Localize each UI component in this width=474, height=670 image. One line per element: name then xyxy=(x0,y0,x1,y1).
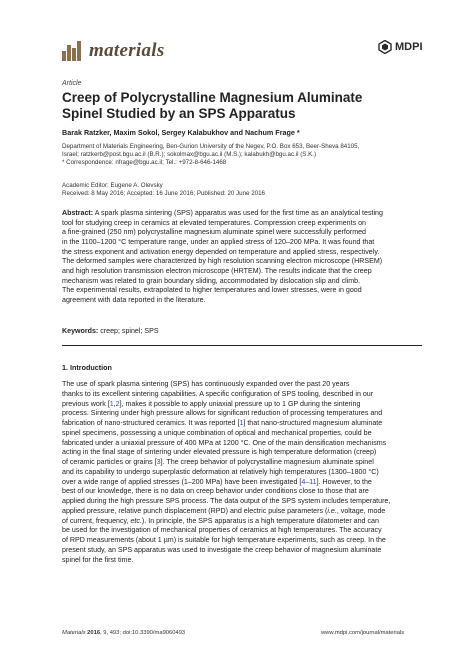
body-line xyxy=(62,468,422,478)
journal-logo-text: materials xyxy=(89,40,165,61)
body-line xyxy=(62,448,422,458)
footer-citation xyxy=(62,630,185,636)
body-text: fabrication of nano-structured ceramics. It was reported [ xyxy=(62,419,240,427)
citation-link[interactable]: 3 xyxy=(156,458,161,466)
body-line xyxy=(62,546,422,556)
editorial-info xyxy=(62,182,265,198)
author-list: Barak Ratzker, Maxim Sokol, Sergey Kalabukhov and Nachum Frage * xyxy=(62,128,300,137)
body-text: thanks to its excellent sintering capabilities. A specific configuration of SPS tooling, described in our xyxy=(62,389,374,398)
body-text: spinel specimens, possessing a unique combination of optical and mechanical properties, could be xyxy=(62,428,372,437)
abstract-line: the stress exponent and activation energy depended on temperature and applied stress, respectively. xyxy=(62,247,380,256)
abstract-text: A spark plasma sintering (SPS) apparatus was used for the first time as an analytical testing xyxy=(93,209,383,217)
body-text: present study, an SPS apparatus was used to investigate the creep behavior of magnesium aluminate xyxy=(62,545,382,554)
journal-logo-icon xyxy=(62,41,84,61)
keywords-label: Keywords: xyxy=(62,327,99,335)
body-text: ). In principle, the SPS apparatus is a high temperature dilatometer and can xyxy=(141,516,379,525)
publisher-logo-text: MDPI xyxy=(395,41,423,53)
abstract-line: and high resolution transmission electron microscope (HRTEM). The results indicate that the creep xyxy=(62,266,372,275)
body-line xyxy=(62,487,422,497)
body-text: , xyxy=(113,399,116,408)
body-line xyxy=(62,400,422,410)
affiliation-line: Department of Materials Engineering, Ben-Gurion University of the Negev, P.O. Box 653, Beer-Sheva 84105, xyxy=(62,143,360,150)
body-line xyxy=(62,556,422,566)
title-line: Spinel Studied by an SPS Apparatus xyxy=(62,106,296,121)
body-line xyxy=(62,419,422,429)
italic-text: i.e. xyxy=(327,506,337,515)
citation-link[interactable]: 2 xyxy=(115,399,120,408)
body-text: over a wide range of applied stresses (1–200 MPa) have been investigated [ xyxy=(62,477,302,486)
correspondence-line: * Correspondence: nfrage@bgu.ac.il; Tel.: +972-8-646-1468 xyxy=(62,159,227,167)
body-line xyxy=(62,439,422,449)
body-line xyxy=(62,536,422,546)
article-title xyxy=(62,90,412,122)
body-text: spinel for the first time. xyxy=(62,555,134,564)
body-line xyxy=(62,526,422,536)
publisher-logo xyxy=(378,40,423,54)
body-text: , voltage, mode xyxy=(336,506,386,515)
body-text: of current, frequency, xyxy=(62,516,131,525)
body-text: applied pressure, relative punch displacement (RPD) and electric pulse parameters ( xyxy=(62,506,328,515)
body-text: ]. The creep behavior of polycrystalline magnesium aluminate spinel xyxy=(160,458,374,466)
body-text: applied during the high pressure SPS process. The data output of the SPS system includes temperature, xyxy=(62,497,391,505)
publication-dates: Received: 8 May 2016; Accepted: 16 June 2016; Published: 20 June 2016 xyxy=(62,190,265,198)
body-line xyxy=(62,478,422,488)
body-line xyxy=(62,507,422,517)
italic-text: etc. xyxy=(130,516,142,525)
affiliation-line: Israel; ratzkerb@post.bgu.ac.il (B.R.); sokolmax@bgu.ac.il (M.S.); kalabukh@bgu.ac.il (S.K.) xyxy=(62,151,317,159)
abstract xyxy=(62,209,422,306)
abstract-line: tool for studying creep in ceramics at elevated temperatures. Compression creep experiments on xyxy=(62,218,366,227)
body-line xyxy=(62,497,422,507)
footer-journal-url[interactable]: www.mdpi.com/journal/materials xyxy=(321,630,405,636)
journal-logo xyxy=(62,40,165,62)
article-type: Article xyxy=(62,80,82,87)
affiliations xyxy=(62,143,422,168)
body-text: and its capability to undergo superplastic deformation at relatively high temperatures (1300–1800 °C) xyxy=(62,467,379,476)
body-text: of ceramic particles or grains [ xyxy=(62,458,157,466)
keywords xyxy=(62,327,159,335)
body-text: of RPD measurements (about 1 µm) is suitable for high temperature experiments, such as creep. In the xyxy=(62,536,386,544)
footer-journal: Materials xyxy=(62,630,86,636)
abstract-line: The deformed samples were characterized by high resolution scanning electron microscope (HRSEM) xyxy=(62,257,383,266)
section-divider xyxy=(62,345,422,346)
body-text: previous work [ xyxy=(62,399,110,408)
body-line xyxy=(62,517,422,527)
academic-editor: Academic Editor: Eugene A. Olevsky xyxy=(62,182,163,189)
body-line xyxy=(62,458,422,468)
section-heading: 1. Introduction xyxy=(62,363,112,372)
abstract-line xyxy=(62,209,422,219)
introduction-body xyxy=(62,380,422,565)
body-line xyxy=(62,390,422,400)
footer-year: 2016 xyxy=(85,630,101,636)
citation-link[interactable]: 1 xyxy=(239,419,244,427)
body-text: be used for the investigation of mechanical properties of ceramics at high temperatures. The accuracy xyxy=(62,526,382,535)
body-line xyxy=(62,429,422,439)
body-text: acting in the final stage of sintering under elevated pressure is high temperature deformation (creep) xyxy=(62,448,377,457)
body-text: best of our knowledge, there is no data on creep behavior under conditions close to those that are xyxy=(62,487,369,496)
citation-link[interactable]: 1 xyxy=(109,399,114,408)
body-text: ] that nano-structured magnesium aluminate xyxy=(243,419,383,427)
body-text: ], makes it possible to apply uniaxial pressure up to 1 GP during the sintering xyxy=(119,399,361,408)
abstract-line: in the 1100–1200 °C temperature range, under an applied stress of 120–200 MPa. It was found that xyxy=(62,237,375,246)
body-text: process. Sintering under high pressure allows for significant reduction of processing temperatures and xyxy=(62,409,383,418)
abstract-line: The experimental results, extrapolated to higher temperatures and lower stresses, were in good xyxy=(62,286,362,295)
abstract-line: agreement with data reported in the literature. xyxy=(62,295,206,304)
citation-link[interactable]: 4–11 xyxy=(301,477,317,486)
mdpi-hexagon-icon xyxy=(378,40,392,54)
abstract-label: Abstract: xyxy=(62,209,94,217)
body-line xyxy=(62,409,422,419)
abstract-line: a fine-grained (250 nm) polycrystalline magnesium aluminate spinel were successfully performed xyxy=(62,228,366,237)
body-text: ]. However, to the xyxy=(316,477,372,486)
abstract-line: mechanism was related to grain boundary sliding, accommodated by dislocation slip and climb. xyxy=(62,276,361,285)
body-line xyxy=(62,380,422,390)
footer-doi: , 9, 493; doi:10.3390/ma9060493 xyxy=(100,630,186,636)
body-text: fabricated under a uniaxial pressure of 400 MPa at 1200 °C. One of the main densification mechanisms xyxy=(62,438,387,447)
keywords-text: creep; spinel; SPS xyxy=(98,327,159,335)
body-text: The use of spark plasma sintering (SPS) has continuously expanded over the past 20 years xyxy=(62,380,350,388)
title-line: Creep of Polycrystalline Magnesium Aluminate xyxy=(62,90,363,105)
